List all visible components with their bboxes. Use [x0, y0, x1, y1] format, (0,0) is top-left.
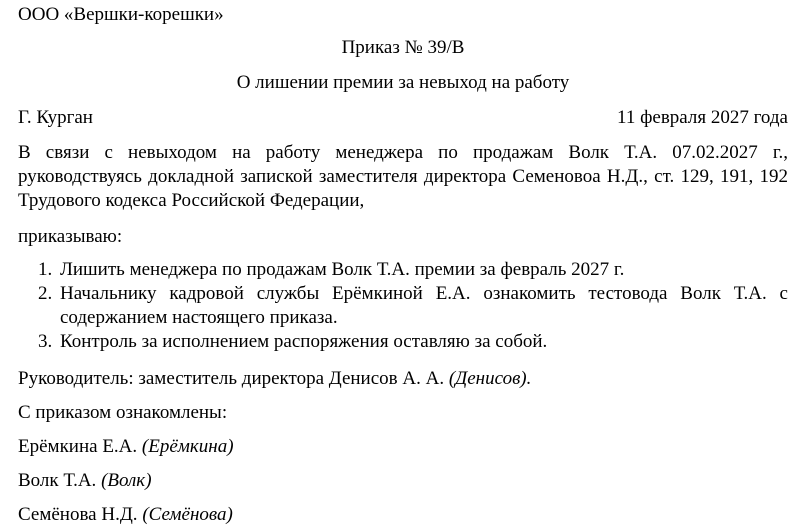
acquainted-label: С приказом ознакомлены: — [18, 402, 228, 423]
acquainted-name: Волк Т.А. — [18, 470, 97, 491]
order-item — [18, 258, 788, 282]
order-item-text: Контроль за исполнением распоряжения оставляю за собой. — [60, 331, 548, 352]
order-item-text: Начальнику кадровой службы Ерёмкиной Е.А. ознакомить тестовода Волк Т.А. с содержанием настоящего приказа. — [60, 283, 788, 328]
order-item-number: 2. — [38, 283, 53, 304]
acquainted-name: Семёнова Н.Д. — [18, 504, 138, 525]
order-number: Приказ № 39/В — [341, 37, 465, 58]
preamble-paragraph: В связи с невыходом на работу менеджера по продажам Волк Т.А. 07.02.2027 г., руководствуясь докладной запиской заместителя директора Семеновоа Н.Д., ст. 129, 191, 192 Трудового кодекса Российской Федерации, — [18, 142, 788, 211]
acquainted-signature: (Волк) — [101, 470, 152, 491]
city: Г. Курган — [18, 107, 93, 128]
head-signature: (Денисов). — [448, 368, 532, 389]
order-item-text: Лишить менеджера по продажам Волк Т.А. премии за февраль 2027 г. — [60, 259, 625, 280]
order-items-list — [18, 258, 788, 354]
order-item — [18, 282, 788, 330]
order-word: приказываю: — [18, 226, 123, 247]
acquainted-signature: (Семёнова) — [142, 504, 233, 525]
acquainted-row — [18, 503, 233, 527]
acquainted-signature: (Ерёмкина) — [141, 436, 234, 457]
order-item-number: 1. — [38, 259, 53, 280]
place-date-row — [18, 106, 788, 130]
order-date: 11 февраля 2027 года — [617, 107, 788, 128]
head-signature-row — [18, 367, 531, 391]
acquainted-name: Ерёмкина Е.А. — [18, 436, 138, 457]
organization-name: ООО «Вершки-корешки» — [18, 4, 224, 25]
order-title: О лишении премии за невыход на работу — [236, 72, 570, 93]
order-item-number: 3. — [38, 331, 53, 352]
acquainted-row — [18, 469, 152, 493]
order-item — [18, 330, 788, 354]
acquainted-row — [18, 435, 234, 459]
head-label: Руководитель: заместитель директора Денисов А. А. — [18, 368, 445, 389]
